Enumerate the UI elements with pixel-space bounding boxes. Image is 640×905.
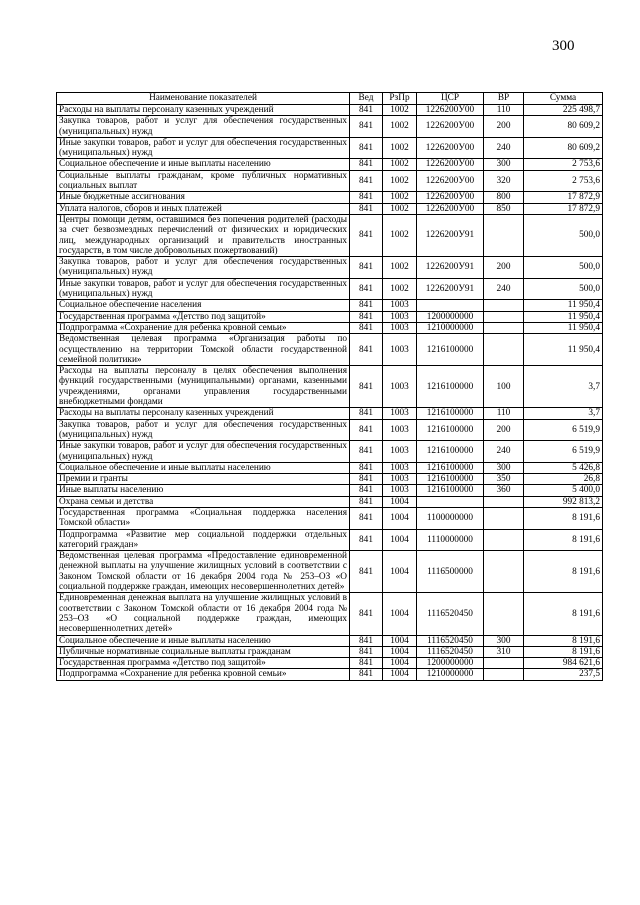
cell-sum: 11 950,4 xyxy=(524,334,603,366)
cell-csr: 1200000000 xyxy=(417,658,484,669)
table-row xyxy=(57,593,603,635)
cell-csr: 1226200У00 xyxy=(417,192,484,203)
cell-vr: 200 xyxy=(484,257,524,279)
cell-rzpr: 1002 xyxy=(383,192,417,203)
cell-vr: 240 xyxy=(484,137,524,159)
cell-rzpr: 1002 xyxy=(383,257,417,279)
cell-name: Социальное обеспечение населения xyxy=(57,300,350,311)
cell-ved: 841 xyxy=(350,278,383,300)
cell-vr xyxy=(484,214,524,256)
cell-rzpr: 1003 xyxy=(383,474,417,485)
cell-csr: 1226200У00 xyxy=(417,203,484,214)
cell-sum: 500,0 xyxy=(524,278,603,300)
cell-rzpr: 1002 xyxy=(383,105,417,116)
cell-name: Подпрограмма «Развитие мер социальной поддержки отдельных категорий граждан» xyxy=(57,529,350,551)
cell-ved: 841 xyxy=(350,485,383,496)
cell-ved: 841 xyxy=(350,408,383,419)
cell-sum: 6 519,9 xyxy=(524,441,603,463)
cell-rzpr: 1003 xyxy=(383,441,417,463)
cell-ved: 841 xyxy=(350,203,383,214)
cell-csr: 1100000000 xyxy=(417,507,484,529)
cell-sum: 984 621,6 xyxy=(524,658,603,669)
cell-sum: 80 609,2 xyxy=(524,137,603,159)
table-row xyxy=(57,322,603,333)
cell-name: Подпрограмма «Сохранение для ребенка кровной семьи» xyxy=(57,322,350,333)
cell-sum: 11 950,4 xyxy=(524,300,603,311)
cell-ved: 841 xyxy=(350,593,383,635)
cell-ved: 841 xyxy=(350,669,383,680)
cell-sum: 2 753,6 xyxy=(524,159,603,170)
table-row xyxy=(57,462,603,473)
cell-csr: 1216100000 xyxy=(417,474,484,485)
cell-ved: 841 xyxy=(350,105,383,116)
header-csr: ЦСР xyxy=(417,93,484,105)
cell-ved: 841 xyxy=(350,311,383,322)
table-row xyxy=(57,551,603,593)
cell-name: Расходы на выплаты персоналу в целях обеспечения выполнения функций государственными (муниципальными) органами, казенными учреждениями, органами управления государственными внебюджетными фондами xyxy=(57,366,350,408)
table-row xyxy=(57,408,603,419)
cell-name: Единовременная денежная выплата на улучшение жилищных условий в соответствии с Законом Томской области от 16 декабря 2004 года № 253–ОЗ «О социальной поддержке граждан, имеющих несовершеннолетних детей» xyxy=(57,593,350,635)
cell-rzpr: 1004 xyxy=(383,669,417,680)
cell-vr xyxy=(484,496,524,507)
cell-sum: 5 400,0 xyxy=(524,485,603,496)
cell-sum: 992 813,2 xyxy=(524,496,603,507)
cell-name: Закупка товаров, работ и услуг для обеспечения государственных (муниципальных) нужд xyxy=(57,419,350,441)
cell-vr: 320 xyxy=(484,170,524,192)
cell-sum: 6 519,9 xyxy=(524,419,603,441)
cell-rzpr: 1002 xyxy=(383,214,417,256)
cell-rzpr: 1004 xyxy=(383,646,417,657)
cell-ved: 841 xyxy=(350,366,383,408)
cell-sum: 8 191,6 xyxy=(524,646,603,657)
cell-name: Расходы на выплаты персоналу казенных учреждений xyxy=(57,408,350,419)
cell-sum: 8 191,6 xyxy=(524,593,603,635)
table-row xyxy=(57,203,603,214)
cell-name: Социальные выплаты гражданам, кроме публичных нормативных социальных выплат xyxy=(57,170,350,192)
cell-vr: 300 xyxy=(484,462,524,473)
cell-ved: 841 xyxy=(350,419,383,441)
cell-rzpr: 1004 xyxy=(383,635,417,646)
cell-csr: 1216100000 xyxy=(417,441,484,463)
cell-vr: 350 xyxy=(484,474,524,485)
cell-name: Центры помощи детям, оставшимся без попечения родителей (расходы за счет безвозмездных перечислений от физических и юридических лиц, международных организаций и правительств иностранных государств, в том числе добровольных пожертвований) xyxy=(57,214,350,256)
cell-csr: 1116500000 xyxy=(417,551,484,593)
table-row xyxy=(57,300,603,311)
cell-name: Расходы на выплаты персоналу казенных учреждений xyxy=(57,105,350,116)
cell-vr: 300 xyxy=(484,159,524,170)
cell-rzpr: 1003 xyxy=(383,322,417,333)
cell-csr: 1226200У91 xyxy=(417,214,484,256)
cell-name: Иные бюджетные ассигнования xyxy=(57,192,350,203)
cell-vr: 240 xyxy=(484,278,524,300)
cell-rzpr: 1004 xyxy=(383,496,417,507)
table-row xyxy=(57,257,603,279)
cell-sum: 8 191,6 xyxy=(524,507,603,529)
cell-rzpr: 1002 xyxy=(383,159,417,170)
cell-rzpr: 1003 xyxy=(383,419,417,441)
cell-vr xyxy=(484,658,524,669)
cell-vr: 800 xyxy=(484,192,524,203)
cell-csr: 1226200У00 xyxy=(417,105,484,116)
table-row xyxy=(57,192,603,203)
cell-name: Иные выплаты населению xyxy=(57,485,350,496)
cell-vr xyxy=(484,300,524,311)
cell-name: Уплата налогов, сборов и иных платежей xyxy=(57,203,350,214)
cell-csr: 1226200У00 xyxy=(417,137,484,159)
table-row xyxy=(57,159,603,170)
cell-sum: 2 753,6 xyxy=(524,170,603,192)
header-rzpr: РзПр xyxy=(383,93,417,105)
cell-name: Публичные нормативные социальные выплаты гражданам xyxy=(57,646,350,657)
cell-vr: 240 xyxy=(484,441,524,463)
cell-name: Социальное обеспечение и иные выплаты населению xyxy=(57,635,350,646)
cell-sum: 11 950,4 xyxy=(524,322,603,333)
cell-ved: 841 xyxy=(350,474,383,485)
cell-name: Государственная программа «Детство под защитой» xyxy=(57,658,350,669)
cell-name: Ведомственная целевая программа «Предоставление единовременной денежной выплаты на улучшение жилищных условий в соответствии с Законом Томской области от 16 декабря 2004 года № 253–ОЗ «О социальной поддержке граждан, имеющих несовершеннолетних детей» xyxy=(57,551,350,593)
table-row xyxy=(57,105,603,116)
cell-vr: 100 xyxy=(484,366,524,408)
cell-name: Государственная программа «Детство под защитой» xyxy=(57,311,350,322)
cell-rzpr: 1002 xyxy=(383,137,417,159)
cell-ved: 841 xyxy=(350,441,383,463)
header-name: Наименование показателей xyxy=(57,93,350,105)
cell-ved: 841 xyxy=(350,137,383,159)
cell-csr: 1210000000 xyxy=(417,669,484,680)
table-row xyxy=(57,311,603,322)
table-row xyxy=(57,646,603,657)
cell-rzpr: 1002 xyxy=(383,278,417,300)
cell-vr xyxy=(484,311,524,322)
cell-csr xyxy=(417,496,484,507)
cell-name: Иные закупки товаров, работ и услуг для обеспечения государственных (муниципальных) нужд xyxy=(57,278,350,300)
table-row xyxy=(57,496,603,507)
budget-table xyxy=(56,92,603,681)
cell-sum: 11 950,4 xyxy=(524,311,603,322)
table-row xyxy=(57,635,603,646)
cell-rzpr: 1003 xyxy=(383,408,417,419)
table-row xyxy=(57,419,603,441)
table-body xyxy=(57,105,603,681)
cell-ved: 841 xyxy=(350,159,383,170)
cell-rzpr: 1002 xyxy=(383,170,417,192)
header-vr: ВР xyxy=(484,93,524,105)
cell-rzpr: 1003 xyxy=(383,462,417,473)
cell-sum: 5 426,8 xyxy=(524,462,603,473)
cell-ved: 841 xyxy=(350,658,383,669)
cell-ved: 841 xyxy=(350,496,383,507)
cell-name: Охрана семьи и детства xyxy=(57,496,350,507)
cell-rzpr: 1004 xyxy=(383,507,417,529)
table-row xyxy=(57,137,603,159)
cell-name: Премии и гранты xyxy=(57,474,350,485)
cell-ved: 841 xyxy=(350,170,383,192)
cell-csr: 1116520450 xyxy=(417,593,484,635)
cell-rzpr: 1003 xyxy=(383,334,417,366)
cell-ved: 841 xyxy=(350,462,383,473)
cell-rzpr: 1004 xyxy=(383,658,417,669)
cell-name: Иные закупки товаров, работ и услуг для обеспечения государственных (муниципальных) нужд xyxy=(57,441,350,463)
cell-sum: 80 609,2 xyxy=(524,116,603,138)
cell-csr: 1200000000 xyxy=(417,311,484,322)
cell-ved: 841 xyxy=(350,334,383,366)
cell-csr: 1116520450 xyxy=(417,635,484,646)
cell-sum: 8 191,6 xyxy=(524,635,603,646)
table-row xyxy=(57,116,603,138)
cell-vr xyxy=(484,551,524,593)
cell-vr xyxy=(484,593,524,635)
cell-rzpr: 1003 xyxy=(383,485,417,496)
cell-csr: 1216100000 xyxy=(417,419,484,441)
cell-sum: 17 872,9 xyxy=(524,192,603,203)
cell-ved: 841 xyxy=(350,529,383,551)
cell-vr xyxy=(484,507,524,529)
cell-rzpr: 1002 xyxy=(383,203,417,214)
cell-csr: 1210000000 xyxy=(417,322,484,333)
cell-vr: 110 xyxy=(484,408,524,419)
cell-vr xyxy=(484,322,524,333)
header-sum: Сумма xyxy=(524,93,603,105)
cell-rzpr: 1003 xyxy=(383,311,417,322)
cell-vr: 310 xyxy=(484,646,524,657)
cell-sum: 26,8 xyxy=(524,474,603,485)
cell-vr: 850 xyxy=(484,203,524,214)
cell-name: Закупка товаров, работ и услуг для обеспечения государственных (муниципальных) нужд xyxy=(57,257,350,279)
cell-name: Социальное обеспечение и иные выплаты населению xyxy=(57,159,350,170)
cell-csr: 1226200У00 xyxy=(417,159,484,170)
cell-rzpr: 1004 xyxy=(383,551,417,593)
cell-vr: 300 xyxy=(484,635,524,646)
header-ved: Вед xyxy=(350,93,383,105)
cell-sum: 3,7 xyxy=(524,408,603,419)
table-row xyxy=(57,334,603,366)
cell-sum: 3,7 xyxy=(524,366,603,408)
cell-vr: 110 xyxy=(484,105,524,116)
cell-csr: 1216100000 xyxy=(417,462,484,473)
cell-ved: 841 xyxy=(350,300,383,311)
cell-rzpr: 1004 xyxy=(383,529,417,551)
cell-csr: 1226200У00 xyxy=(417,170,484,192)
table-row xyxy=(57,441,603,463)
cell-sum: 8 191,6 xyxy=(524,529,603,551)
table-row xyxy=(57,214,603,256)
cell-sum: 17 872,9 xyxy=(524,203,603,214)
table-row xyxy=(57,669,603,680)
cell-vr xyxy=(484,529,524,551)
table-row xyxy=(57,485,603,496)
cell-sum: 500,0 xyxy=(524,257,603,279)
cell-csr: 1226200У91 xyxy=(417,257,484,279)
cell-ved: 841 xyxy=(350,635,383,646)
cell-name: Закупка товаров, работ и услуг для обеспечения государственных (муниципальных) нужд xyxy=(57,116,350,138)
cell-name: Социальное обеспечение и иные выплаты населению xyxy=(57,462,350,473)
cell-csr xyxy=(417,300,484,311)
page-number: 300 xyxy=(552,38,575,54)
cell-sum: 237,5 xyxy=(524,669,603,680)
cell-vr xyxy=(484,334,524,366)
cell-ved: 841 xyxy=(350,507,383,529)
table-row xyxy=(57,474,603,485)
table-header-row xyxy=(57,93,603,105)
cell-sum: 225 498,7 xyxy=(524,105,603,116)
cell-name: Ведомственная целевая программа «Организация работы по осуществлению на территории Томской области государственной семейной политики» xyxy=(57,334,350,366)
cell-ved: 841 xyxy=(350,322,383,333)
cell-csr: 1216100000 xyxy=(417,408,484,419)
cell-ved: 841 xyxy=(350,214,383,256)
cell-name: Подпрограмма «Сохранение для ребенка кровной семьи» xyxy=(57,669,350,680)
cell-sum: 500,0 xyxy=(524,214,603,256)
cell-name: Государственная программа «Социальная поддержка населения Томской области» xyxy=(57,507,350,529)
cell-csr: 1216100000 xyxy=(417,485,484,496)
table-row xyxy=(57,658,603,669)
cell-ved: 841 xyxy=(350,257,383,279)
cell-vr: 200 xyxy=(484,116,524,138)
table-row xyxy=(57,529,603,551)
table-row xyxy=(57,507,603,529)
cell-vr: 200 xyxy=(484,419,524,441)
cell-rzpr: 1003 xyxy=(383,366,417,408)
cell-csr: 1216100000 xyxy=(417,334,484,366)
cell-rzpr: 1003 xyxy=(383,300,417,311)
cell-vr xyxy=(484,669,524,680)
cell-vr: 360 xyxy=(484,485,524,496)
cell-rzpr: 1002 xyxy=(383,116,417,138)
cell-sum: 8 191,6 xyxy=(524,551,603,593)
cell-ved: 841 xyxy=(350,192,383,203)
cell-csr: 1110000000 xyxy=(417,529,484,551)
cell-rzpr: 1004 xyxy=(383,593,417,635)
cell-ved: 841 xyxy=(350,646,383,657)
cell-ved: 841 xyxy=(350,551,383,593)
table-row xyxy=(57,170,603,192)
cell-ved: 841 xyxy=(350,116,383,138)
cell-csr: 1116520450 xyxy=(417,646,484,657)
cell-csr: 1226200У91 xyxy=(417,278,484,300)
table-row xyxy=(57,366,603,408)
cell-name: Иные закупки товаров, работ и услуг для обеспечения государственных (муниципальных) нужд xyxy=(57,137,350,159)
cell-csr: 1226200У00 xyxy=(417,116,484,138)
table-row xyxy=(57,278,603,300)
cell-csr: 1216100000 xyxy=(417,366,484,408)
